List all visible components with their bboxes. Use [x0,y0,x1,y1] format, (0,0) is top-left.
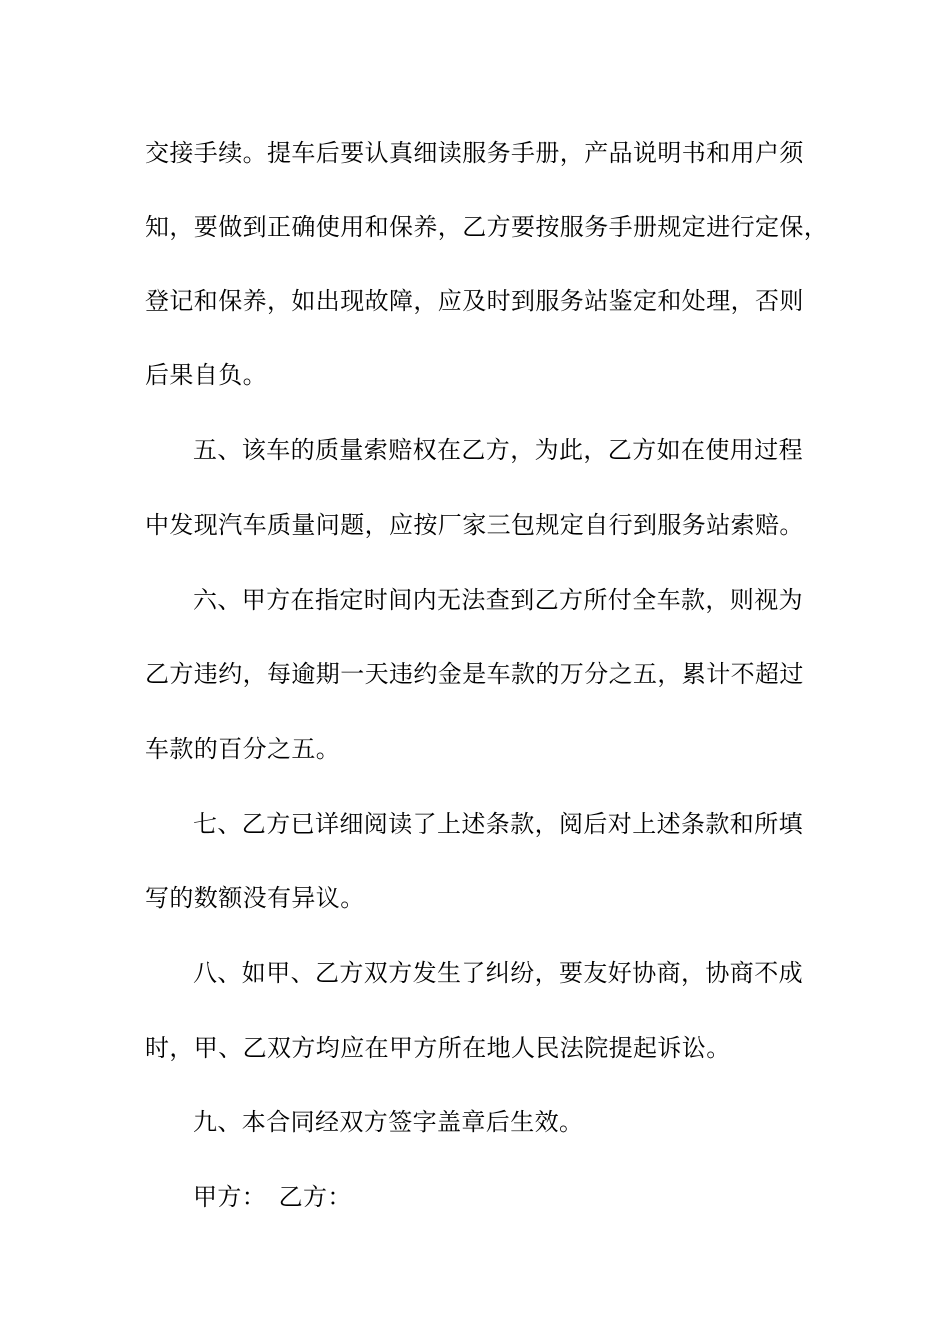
text-line: 后果自负。 [145,361,267,389]
clause-5-heading-line: 五、该车的质量索赔权在乙方，为此，乙方如在使用过程 [193,436,803,464]
clause-8-heading-line: 八、如甲、乙方双方发生了纠纷，要友好协商，协商不成 [193,959,803,987]
text-line: 乙方违约，每逾期一天违约金是车款的万分之五，累计不超过 [145,660,804,688]
text-line: 交接手续。提车后要认真细读服务手册，产品说明书和用户须 [145,139,804,167]
text-line: 登记和保养，如出现故障，应及时到服务站鉴定和处理，否则 [145,287,804,315]
text-line: 写的数额没有异议。 [145,884,365,912]
text-line: 车款的百分之五。 [145,735,341,763]
signature-line: 甲方： 乙方： [193,1183,352,1211]
clause-7-heading-line: 七、乙方已详细阅读了上述条款，阅后对上述条款和所填 [193,810,803,838]
clause-9-heading-line: 九、本合同经双方签字盖章后生效。 [193,1108,584,1136]
text-line: 中发现汽车质量问题，应按厂家三包规定自行到服务站索赔。 [145,511,804,539]
text-line: 时，甲、乙双方均应在甲方所在地人民法院提起诉讼。 [145,1034,731,1062]
text-line: 知，要做到正确使用和保养，乙方要按服务手册规定进行定保， [145,213,829,241]
clause-6-heading-line: 六、甲方在指定时间内无法查到乙方所付全车款，则视为 [193,586,803,614]
